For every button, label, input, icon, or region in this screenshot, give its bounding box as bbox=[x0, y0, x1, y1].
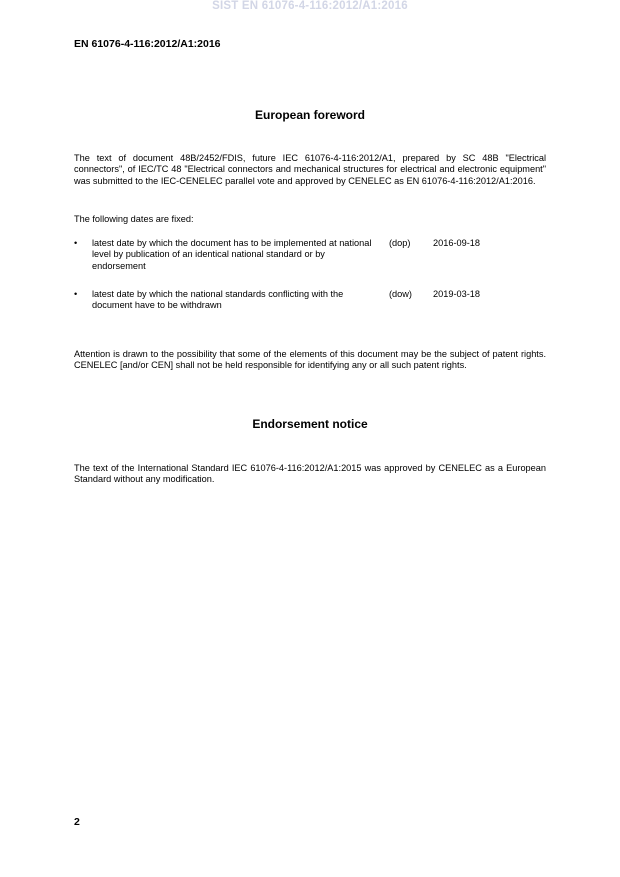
endorsement-paragraph: The text of the International Standard IEC 61076-4-116:2012/A1:2015 was approved by CENELEC as a European Standard without any modification. bbox=[74, 463, 546, 485]
foreword-intro-paragraph: The text of document 48B/2452/FDIS, future IEC 61076-4-116:2012/A1, prepared by SC 48B "Electrical connectors", of IEC/TC 48 "Electrical connectors and mechanical structures for electrical and electronic equipment" was submitted to the IEC-CENELEC parallel vote and approved by CENELEC as EN 61076-4-116:2012/A1:2016. bbox=[74, 153, 546, 186]
bullet-icon: • bbox=[74, 238, 78, 248]
date-item-text: latest date by which the document has to be implemented at national level by publication of an identical national standard or by endorsement bbox=[92, 238, 372, 271]
date-item-abbreviation: (dow) bbox=[389, 289, 412, 299]
date-item-date: 2019-03-18 bbox=[433, 289, 480, 299]
dates-intro-paragraph: The following dates are fixed: bbox=[74, 214, 194, 224]
endorsement-heading: Endorsement notice bbox=[252, 417, 368, 431]
watermark: SIST EN 61076-4-116:2012/A1:2016 bbox=[212, 0, 408, 12]
bullet-icon: • bbox=[74, 289, 78, 299]
patent-attention-paragraph: Attention is drawn to the possibility that some of the elements of this document may be the subject of patent rights. CENELEC [and/or CEN] shall not be held responsible for identifying any or all such patent rights. bbox=[74, 349, 546, 371]
foreword-heading: European foreword bbox=[254, 108, 365, 122]
document-identifier: EN 61076-4-116:2012/A1:2016 bbox=[74, 38, 221, 50]
date-item-date: 2016-09-18 bbox=[433, 238, 480, 248]
page-number: 2 bbox=[74, 816, 80, 828]
date-item-text: latest date by which the national standards conflicting with the document have to be withdrawn bbox=[92, 289, 344, 311]
date-item-abbreviation: (dop) bbox=[389, 238, 411, 248]
